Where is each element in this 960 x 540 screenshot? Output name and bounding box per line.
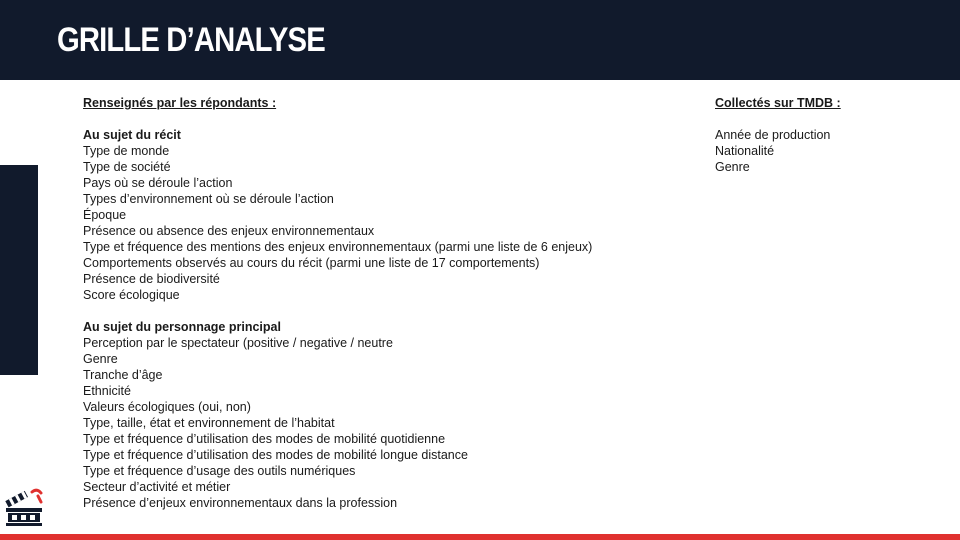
- list-item: Score écologique: [83, 288, 180, 302]
- list-item: Présence ou absence des enjeux environnementaux: [83, 224, 375, 238]
- list-item: Type et fréquence d’utilisation des modes de mobilité quotidienne: [83, 432, 446, 446]
- list-item: Type de société: [83, 160, 171, 174]
- list-item: Genre: [715, 160, 750, 174]
- character-section-title: Au sujet du personnage principal: [83, 320, 281, 334]
- list-item: Types d’environnement où se déroule l’action: [83, 192, 334, 206]
- list-item: Nationalité: [715, 144, 775, 158]
- list-item: Type et fréquence d’usage des outils numériques: [83, 464, 356, 478]
- bottom-accent-rule: [0, 534, 960, 540]
- list-item: Année de production: [715, 128, 831, 142]
- list-item: Époque: [83, 208, 127, 222]
- list-item: Valeurs écologiques (oui, non): [83, 400, 251, 414]
- side-accent-block: [0, 165, 38, 375]
- list-item: Présence de biodiversité: [83, 272, 220, 286]
- header-bar: [0, 0, 960, 80]
- list-item: Type, taille, état et environnement de l’habitat: [83, 416, 335, 430]
- list-item: Type et fréquence des mentions des enjeux environnementaux (parmi une liste de 6 enjeux): [83, 240, 593, 254]
- list-item: Pays où se déroule l’action: [83, 176, 233, 190]
- list-item: Secteur d’activité et métier: [83, 480, 231, 494]
- respondent-criteria-column: [83, 95, 683, 511]
- tmdb-criteria-column: [715, 95, 935, 175]
- list-item: Comportements observés au cours du récit (parmi une liste de 17 comportements): [83, 256, 540, 270]
- cinema-logo-icon: [4, 486, 46, 528]
- list-item: Perception par le spectateur (positive / negative / neutre: [83, 336, 393, 350]
- tmdb-criteria-heading: Collectés sur TMDB :: [715, 96, 841, 110]
- list-item: Tranche d’âge: [83, 368, 163, 382]
- list-item: Ethnicité: [83, 384, 131, 398]
- list-item: Type de monde: [83, 144, 170, 158]
- story-section-title: Au sujet du récit: [83, 128, 181, 142]
- respondent-criteria-heading: Renseignés par les répondants :: [83, 96, 277, 110]
- list-item: Type et fréquence d’utilisation des modes de mobilité longue distance: [83, 448, 468, 462]
- list-item: Genre: [83, 352, 118, 366]
- list-item: Présence d’enjeux environnementaux dans la profession: [83, 496, 398, 510]
- slide-title: GRILLE D’ANALYSE: [57, 21, 325, 59]
